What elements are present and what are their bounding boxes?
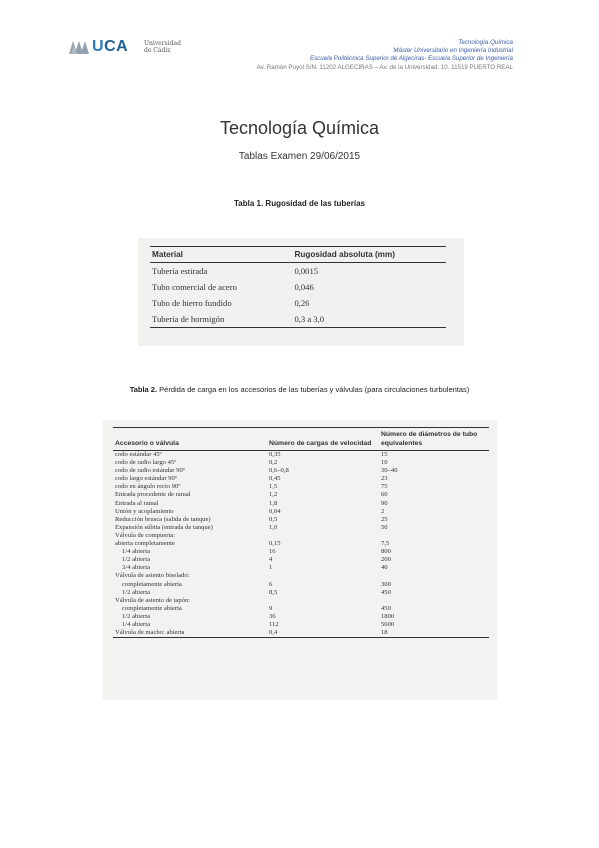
table-cell: 0,35 bbox=[269, 451, 281, 458]
table-row bbox=[113, 572, 489, 580]
table-row bbox=[113, 581, 489, 589]
table-row bbox=[113, 629, 489, 638]
table-row bbox=[113, 548, 489, 556]
table-cell: 50 bbox=[381, 523, 388, 531]
table-cell: 1,8 bbox=[269, 499, 278, 507]
table-cell: 75 bbox=[381, 483, 388, 491]
table-cell: Tubería de hormigón bbox=[150, 311, 274, 328]
table1-image bbox=[138, 238, 464, 346]
table-row bbox=[113, 508, 489, 516]
table-cell: 2 bbox=[381, 507, 385, 515]
table-cell: 0,5 bbox=[269, 515, 278, 523]
table-cell: 0,0015 bbox=[294, 266, 319, 276]
table-cell: 1,2 bbox=[269, 491, 278, 499]
table-row bbox=[150, 311, 446, 328]
table-row bbox=[113, 467, 489, 475]
table-cell: Entrada al ramal bbox=[115, 499, 159, 507]
table-cell: 1 bbox=[269, 564, 273, 572]
table-cell: 800 bbox=[381, 548, 391, 556]
university-name bbox=[144, 40, 181, 54]
table-cell: 450 bbox=[381, 588, 391, 596]
fittings-loss-table bbox=[113, 427, 489, 638]
table-cell: 16 bbox=[269, 548, 276, 556]
roughness-table bbox=[150, 246, 446, 328]
table-cell: Expansión súbita (entrada de tanque) bbox=[115, 523, 213, 531]
table-cell: 5600 bbox=[381, 620, 395, 628]
table-cell: Válvula de asiento de tapón: bbox=[115, 596, 191, 604]
table-cell: 0,15 bbox=[269, 540, 281, 548]
table-cell: 0,26 bbox=[294, 298, 310, 308]
table2-caption bbox=[0, 385, 599, 394]
table-cell: 15 bbox=[381, 451, 388, 458]
table-row bbox=[113, 540, 489, 548]
table-cell bbox=[379, 597, 489, 605]
table-cell: Válvula de macho: abierta bbox=[113, 629, 267, 638]
table-cell: 0,3 a 3,0 bbox=[274, 311, 446, 328]
header-master: Máster Universitario en Ingeniería Industrial bbox=[393, 47, 513, 54]
table-cell bbox=[379, 572, 489, 580]
table-cell: 1/4 abierta bbox=[122, 620, 151, 628]
table-cell: 200 bbox=[381, 556, 391, 564]
table-cell: 450 bbox=[381, 604, 391, 612]
table-cell: 18 bbox=[379, 629, 489, 638]
table-row bbox=[113, 475, 489, 483]
table-cell: 0,04 bbox=[269, 507, 281, 515]
table-cell: 0,6–0,8 bbox=[269, 467, 289, 475]
table-cell: Válvula de asiento biselado: bbox=[115, 572, 190, 580]
header-school: Escuela Politécnica Superior de Algeciras- Escuela Superior de Ingeniería bbox=[309, 55, 513, 62]
uca-logo bbox=[68, 37, 181, 57]
table-cell: abierta completamente bbox=[115, 540, 175, 548]
table-cell: Unión y acoplamiento bbox=[115, 507, 174, 515]
table2-caption-number: Tabla 2. bbox=[129, 385, 158, 394]
table-row bbox=[113, 451, 489, 460]
table-cell: 0,4 bbox=[267, 629, 379, 638]
table-row bbox=[113, 491, 489, 499]
table-cell: 0,45 bbox=[269, 475, 281, 483]
table-cell: 1/2 abierta bbox=[122, 556, 151, 564]
table-row bbox=[113, 459, 489, 467]
table-cell bbox=[267, 532, 379, 540]
document-subtitle: Tablas Examen 29/06/2015 bbox=[238, 151, 361, 162]
table-cell: Tubo comercial de acero bbox=[152, 282, 237, 292]
table-row bbox=[150, 263, 446, 280]
column-header-fitting: Accesorio o válvula bbox=[113, 428, 267, 451]
university-line-1: Universidad bbox=[144, 40, 181, 47]
table-cell: 1/2 abierta bbox=[122, 588, 151, 596]
table-cell: codo en ángulo recto 90º bbox=[115, 483, 181, 491]
table-cell bbox=[267, 572, 379, 580]
table-cell: Tubo de hierro fundido bbox=[152, 298, 232, 308]
table-cell: 0,046 bbox=[294, 282, 314, 292]
table-cell: 300 bbox=[381, 580, 391, 588]
table-row bbox=[113, 532, 489, 540]
table-cell: 1/2 abierta bbox=[122, 612, 151, 620]
table-cell: 9 bbox=[269, 604, 273, 612]
table-cell: 6 bbox=[269, 580, 273, 588]
table-row bbox=[113, 483, 489, 491]
table-header-row bbox=[113, 428, 489, 451]
table-row bbox=[113, 516, 489, 524]
document-title: Tecnología Química bbox=[219, 118, 380, 138]
table-row bbox=[113, 621, 489, 629]
table-cell: 23 bbox=[381, 475, 388, 483]
table-cell: codo de radio estándar 90º bbox=[115, 467, 185, 475]
table-cell: 30–40 bbox=[381, 467, 398, 475]
column-header-velocity-heads: Número de cargas de velocidad bbox=[267, 428, 379, 451]
table-row bbox=[113, 500, 489, 508]
header-course: Tecnología Química bbox=[458, 39, 513, 46]
table-cell: Válvula de compuerta: bbox=[115, 531, 176, 539]
table-row bbox=[113, 556, 489, 564]
table-row bbox=[113, 597, 489, 605]
table-cell: 25 bbox=[381, 515, 388, 523]
column-header-material: Material bbox=[150, 247, 274, 263]
table-cell: Entrada procedente de ramal bbox=[115, 491, 191, 499]
table-cell: 0,2 bbox=[269, 459, 278, 467]
table-cell: 40 bbox=[381, 564, 388, 572]
table-cell: codo de radio largo 45º bbox=[115, 459, 177, 467]
table-cell: 1/4 abierta bbox=[122, 548, 151, 556]
table-row bbox=[150, 279, 446, 295]
table-cell: 7,5 bbox=[381, 540, 390, 548]
table-row bbox=[113, 613, 489, 621]
table-row bbox=[113, 589, 489, 597]
header-address: Av. Ramón Puyol S/N. 11202 ALGECIRAS – Av. de la Universidad, 10. 11519 PUERTO REAL bbox=[256, 64, 513, 71]
table-cell: Tubería estirada bbox=[152, 266, 208, 276]
table-cell: 1,5 bbox=[269, 483, 278, 491]
table-cell: completamente abierta bbox=[122, 580, 182, 588]
table1-caption-text: Rugosidad de las tuberías bbox=[263, 199, 365, 208]
table2-body bbox=[113, 451, 489, 638]
table-cell: 4 bbox=[269, 556, 273, 564]
table-cell: 3/4 abierta bbox=[122, 564, 151, 572]
table-cell: codo estándar 45º bbox=[115, 451, 162, 458]
table-cell: 1,0 bbox=[269, 523, 278, 531]
column-header-equivalent-diameters: Número de diámetros de tubo equivalentes bbox=[379, 428, 489, 451]
table-cell bbox=[267, 597, 379, 605]
uca-wordmark: UCA bbox=[92, 38, 129, 55]
table-cell bbox=[379, 532, 489, 540]
table-header-row bbox=[150, 247, 446, 263]
table-cell: completamente abierta bbox=[122, 604, 182, 612]
table-cell: 1800 bbox=[381, 612, 395, 620]
uca-emblem-icon bbox=[68, 39, 90, 55]
table-cell: 112 bbox=[269, 620, 279, 628]
table-cell: 8,5 bbox=[269, 588, 278, 596]
table-row bbox=[113, 564, 489, 572]
table1-caption-number: Tabla 1. bbox=[233, 199, 264, 208]
table-cell: 60 bbox=[381, 491, 388, 499]
column-header-roughness: Rugosidad absoluta (mm) bbox=[274, 247, 446, 263]
university-line-2: de Cádiz bbox=[144, 47, 171, 54]
table-cell: 90 bbox=[381, 499, 388, 507]
table-row bbox=[113, 524, 489, 532]
table-row bbox=[150, 295, 446, 311]
table-row bbox=[113, 605, 489, 613]
table2-image bbox=[103, 420, 497, 700]
table-cell: 10 bbox=[381, 459, 388, 467]
table-cell: 36 bbox=[269, 612, 276, 620]
table-cell: Reducción brusca (salida de tanque) bbox=[115, 515, 211, 523]
table1-caption bbox=[0, 199, 599, 208]
table2-caption-text: Pérdida de carga en los accesorios de las tuberías y válvulas (para circulaciones turbulentas) bbox=[157, 385, 470, 394]
table-cell: codo largo estándar 90º bbox=[115, 475, 177, 483]
